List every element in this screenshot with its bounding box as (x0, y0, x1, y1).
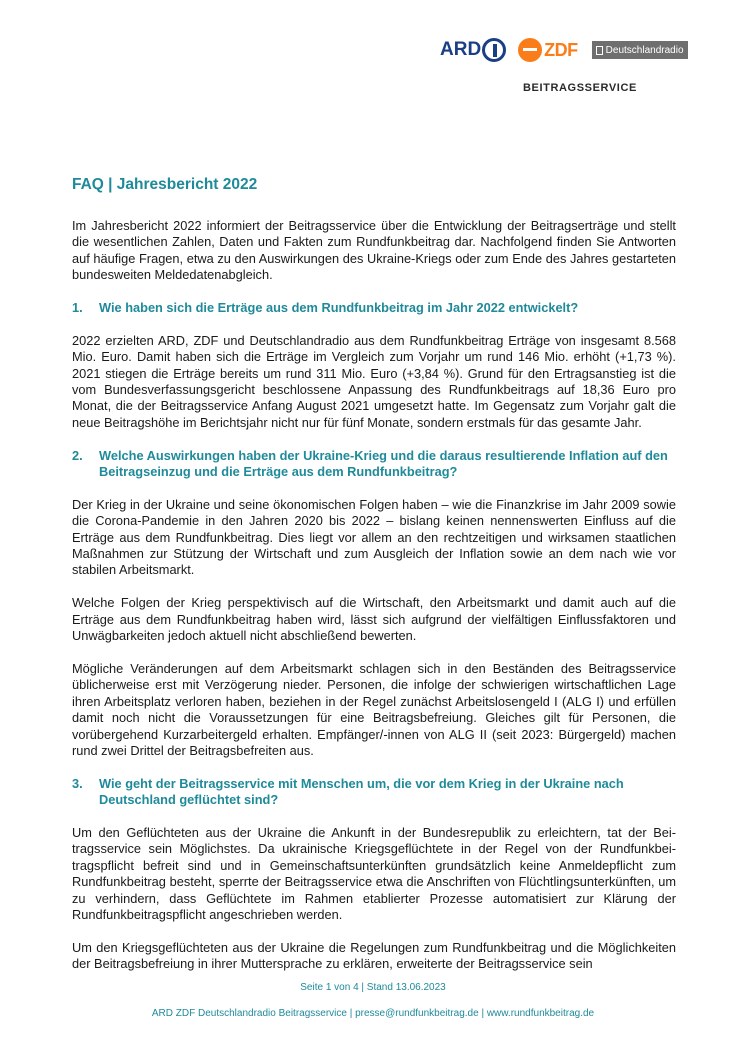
section-number: 1. (72, 300, 83, 316)
zdf-logo-text: ZDF (544, 39, 578, 60)
footer-contact: ARD ZDF Deutschlandradio Beitragsservice | presse@rundfunkbeitrag.de | www.rundfunkbeitrag.de (151, 1008, 595, 1019)
section-heading-text: Welche Auswirkungen haben der Ukraine-Krieg und die daraus resultierende Inflation auf den Beitragseinzug und die Erträge aus dem Rundfunkbeitrag? (99, 447, 668, 480)
section-heading-text: Wie haben sich die Erträge aus dem Rundfunkbeitrag im Jahr 2022 entwickelt? (99, 300, 579, 316)
ard-one-icon (482, 38, 506, 62)
section-3-paragraph-1: Um den Geflüchteten aus der Ukraine die Ankunft in der Bundesrepublik zu erleichtern, tat der Beitragsservice sein Möglichstes. Da ukrainische Kriegsgeflüchtete in der Regel von der Rundfunkbeitragspflicht befreit sind und in Gemeinschaftsunterkünften grundsätzlich keine Anmeldepflicht zum Rundfunkbeitrag besteht, sperrte der Beitragsservice etwa die Anschriften von Flüchtlingsunterkünften, um zu verhindern, dass Geflüchtete im Rahmen etablierter Prozesse automatisiert zur Klärung der Rundfunkbeitragspflicht angeschrieben werden. (72, 824, 676, 922)
section-2-paragraph-1: Der Krieg in der Ukraine und seine ökonomischen Folgen haben – wie die Finanzkrise im Jahr 2009 sowie die Corona-Pandemie in den Jahren 2020 bis 2022 – bislang keinen nennenswerten Einfluss auf die Erträge aus dem Rundfunkbeitrag. Dies liegt vor allem an den rechtzeitigen und wirksamen staatlichen Maßnahmen zur Stützung der Wirtschaft und zum Ausgleich der Inflation sowie an dem nach wie vor stabilen Arbeitsmarkt. (72, 496, 676, 578)
beitragsservice-label: BEITRAGSSERVICE (523, 82, 637, 94)
ard-logo-text: ARD (440, 39, 482, 60)
deutschlandradio-logo (592, 41, 688, 59)
document-body (72, 218, 676, 989)
section-3-paragraph-2: Um den Kriegsgeflüchteten aus der Ukraine die Regelungen zum Rundfunkbeitrag und die Möglichkeiten der Beitragsbefreiung in ihrer Muttersprache zu erklären, erweiterte der Beitragsservice sein (72, 939, 676, 972)
section-number: 2. (72, 447, 83, 463)
section-2-heading (72, 448, 676, 481)
zdf-logo-icon (518, 38, 542, 62)
deutschlandradio-logo-text: Deutschlandradio (605, 44, 684, 56)
section-3-heading (72, 776, 676, 809)
intro-paragraph: Im Jahresbericht 2022 informiert der Beitragsservice über die Entwicklung der Beitragserträge und stellt die wesentlichen Zahlen, Daten und Fakten zum Rundfunkbeitrag dar. Nachfolgend finden Sie Antworten auf häufige Fragen, etwa zu den Auswirkungen des Ukraine-Kriegs oder zum Ende des Jahres gestarteten bundesweiten Meldedatenabgleich. (72, 218, 676, 283)
page-title: FAQ | Jahresbericht 2022 (72, 176, 258, 193)
section-1-heading (72, 300, 676, 316)
footer-page-info: Seite 1 von 4 | Stand 13.06.2023 (300, 982, 446, 993)
section-number: 3. (72, 775, 83, 791)
section-heading-text: Wie geht der Beitragsservice mit Menschen um, die vor dem Krieg in der Ukraine nach Deutschland geflüchtet sind? (99, 775, 624, 808)
deutschlandradio-icon (596, 46, 603, 55)
section-2-paragraph-2: Welche Folgen der Krieg perspektivisch auf die Wirtschaft, den Arbeitsmarkt und damit auch auf die Erträge aus dem Rundfunkbeitrag haben wird, lässt sich aufgrund der vielfältigen Einflussfaktoren und Unwägbarkeiten jedoch aktuell nicht abschließend bewerten. (72, 595, 676, 644)
section-2-paragraph-3: Mögliche Veränderungen auf dem Arbeitsmarkt schlagen sich in den Beständen des Beitragsservice üblicherweise erst mit Verzögerung nieder. Personen, die infolge der schwierigen wirtschaftlichen Lage ihren Arbeitsplatz verloren haben, beziehen in der Regel zunächst Arbeitslosengeld I (ALG I) und erfüllen damit noch nicht die Voraussetzungen für eine Beitragsbefreiung. Gleiches gilt für Personen, die vorübergehend Kurzarbeitergeld erhalten. Empfänger/-innen von ALG II (seit 2023: Bürgergeld) machen rund zwei Drittel der Beitragsbefreiten aus. (72, 660, 676, 758)
section-1-paragraph-1: 2022 erzielten ARD, ZDF und Deutschlandradio aus dem Rundfunkbeitrag Erträge von insgesamt 8.568 Mio. Euro. Damit haben sich die Erträge im Vergleich zum Vorjahr um rund 146 Mio. erhöht (+1,73 %). 2021 stiegen die Erträge bereits um rund 311 Mio. Euro (+3,84 %). Grund für den Ertragsanstieg ist die vom Bundesverfassungsgericht beschlossene Anpassung des Rundfunkbeitrags auf 18,36 Euro pro Monat, die der Beitragsservice Anfang August 2021 umgesetzt hatte. Im Gegensatz zum Vorjahr galt die neue Beitragshöhe im Berichtsjahr nicht nur für fünf Monate, sondern erstmals für das gesamte Jahr. (72, 332, 676, 430)
